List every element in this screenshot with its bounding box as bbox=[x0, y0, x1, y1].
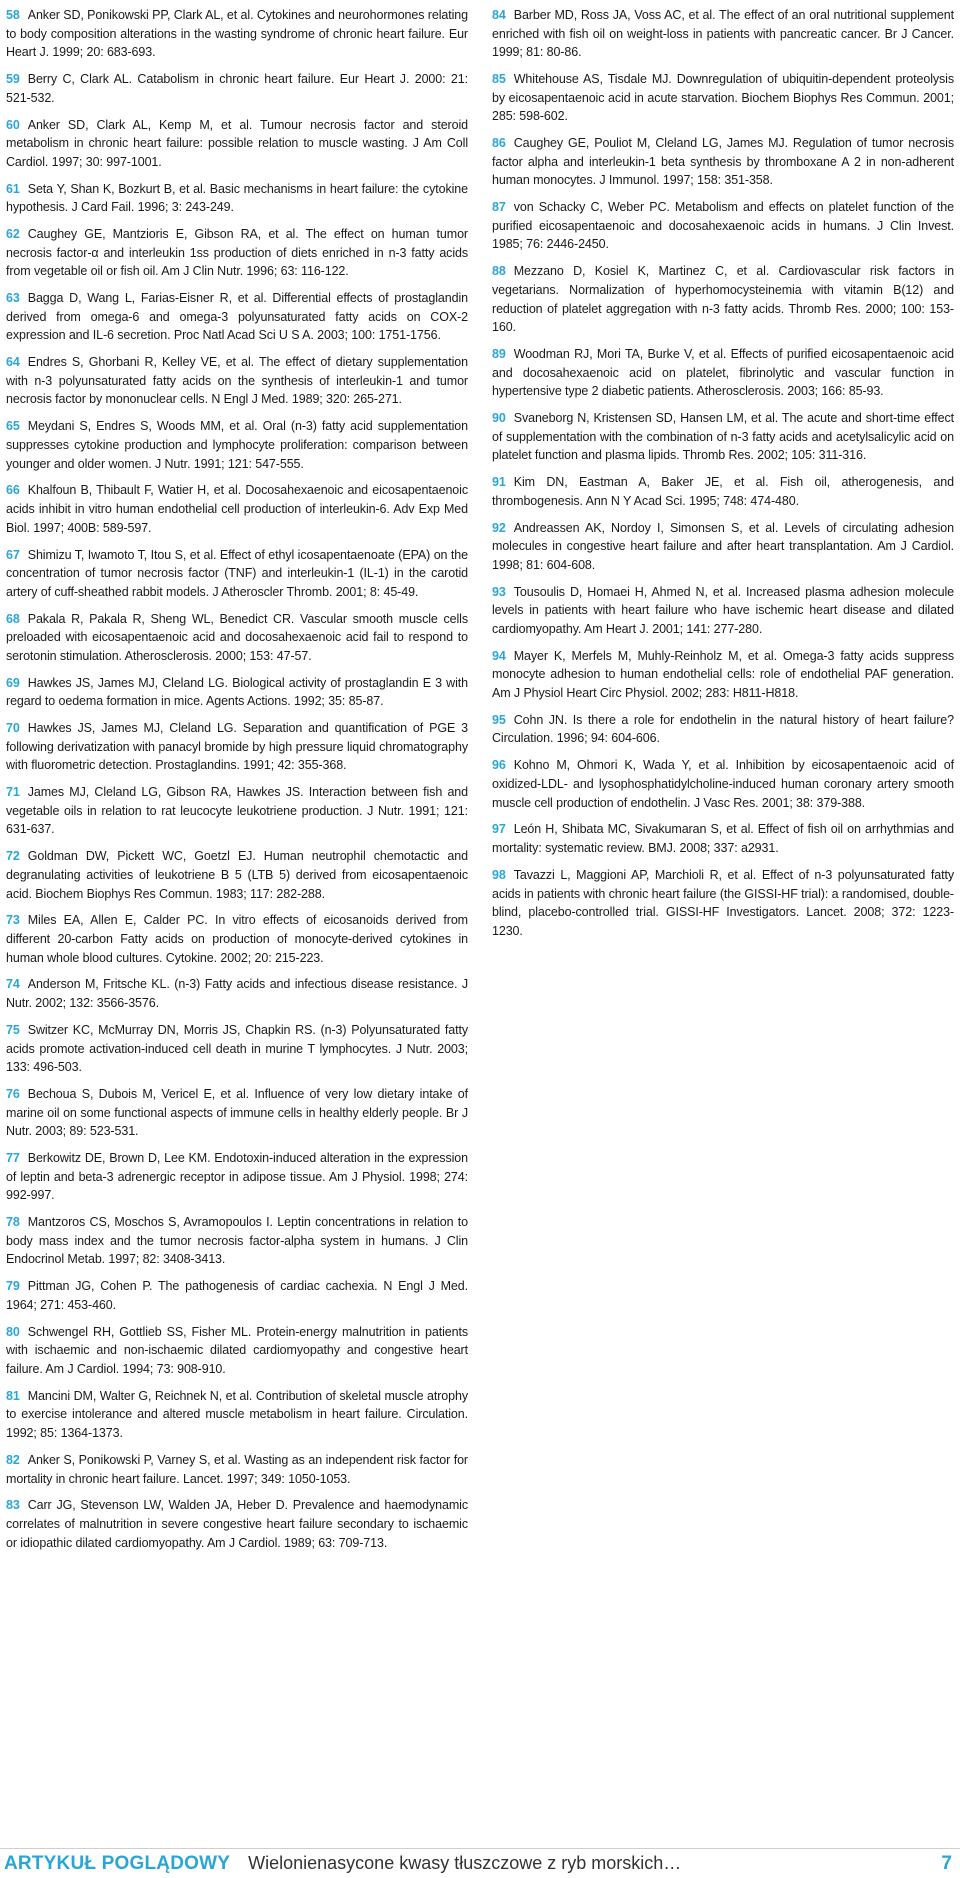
reference-text: Switzer KC, McMurray DN, Morris JS, Chapkin RS. (n-3) Polyunsaturated fatty acids promote activation-induced cell death in murine T lymphocytes. J Nutr. 2003; 133: 496-503. bbox=[6, 1022, 468, 1075]
reference-number: 92 bbox=[492, 520, 506, 535]
reference-number: 59 bbox=[6, 72, 20, 87]
reference-text: Bagga D, Wang L, Farias-Eisner R, et al. Differential effects of prostaglandin derived from omega-6 and omega-3 polyunsaturated fatty acids on COX-2 expression and IL-6 secretion. Proc Natl Acad Sci U S A. 2003; 100: 1751-1756. bbox=[6, 291, 468, 343]
reference-item bbox=[6, 1021, 468, 1077]
reference-item bbox=[6, 225, 468, 281]
reference-item bbox=[492, 711, 954, 748]
reference-text: Miles EA, Allen E, Calder PC. In vitro effects of eicosanoids derived from different 20-carbon Fatty acids on production of monocyte-derived cytokines in human whole blood cultures. Cytokine. 2002; 20: 215-223. bbox=[6, 913, 468, 965]
page-number: 7 bbox=[941, 1852, 952, 1874]
reference-number: 60 bbox=[6, 117, 20, 132]
reference-item bbox=[6, 847, 468, 903]
reference-column-right bbox=[492, 6, 954, 1560]
reference-number: 96 bbox=[492, 758, 506, 773]
reference-number: 93 bbox=[492, 584, 506, 599]
reference-number: 61 bbox=[6, 181, 20, 196]
reference-item bbox=[492, 756, 954, 812]
reference-number: 90 bbox=[492, 411, 506, 426]
reference-item bbox=[6, 6, 468, 62]
reference-text: Mancini DM, Walter G, Reichnek N, et al. Contribution of skeletal muscle atrophy to exercise intolerance and altered muscle metabolism in heart failure. Circulation. 1992; 85: 1364-1373. bbox=[6, 1388, 468, 1441]
reference-text: Khalfoun B, Thibault F, Watier H, et al. Docosahexaenoic and eicosapentaenoic acids inhibit in vitro human endothelial cell production of interleukin-6. Adv Exp Med Biol. 1997; 400B: 589-597. bbox=[6, 483, 468, 535]
reference-item bbox=[6, 353, 468, 409]
reference-item bbox=[492, 262, 954, 336]
reference-text: Tavazzi L, Maggioni AP, Marchioli R, et al. Effect of n-3 polyunsaturated fatty acids in patients with chronic heart failure (the GISSI-HF trial): a randomised, double-blind, placebo-controlled trial. GISSI-HF Investigators. Lancet. 2008; 372: 1223-1230. bbox=[492, 867, 954, 938]
reference-text: Endres S, Ghorbani R, Kelley VE, et al. The effect of dietary supplementation with n-3 polyunsaturated fatty acids on the synthesis of interleukin-1 and tumor necrosis factor by mononuclear cells. N Engl J Med. 1989; 320: 265-271. bbox=[6, 355, 468, 407]
reference-number: 89 bbox=[492, 346, 506, 361]
reference-number: 95 bbox=[492, 712, 506, 727]
reference-item bbox=[6, 481, 468, 537]
reference-text: Anker S, Ponikowski P, Varney S, et al. Wasting as an independent risk factor for mortality in chronic heart failure. Lancet. 1997; 349: 1050-1053. bbox=[6, 1452, 468, 1486]
reference-text: Seta Y, Shan K, Bozkurt B, et al. Basic mechanisms in heart failure: the cytokine hypothesis. J Card Fail. 1996; 3: 243-249. bbox=[6, 181, 468, 215]
reference-number: 63 bbox=[6, 291, 20, 306]
reference-number: 80 bbox=[6, 1324, 20, 1339]
reference-text: Mayer K, Merfels M, Muhly-Reinholz M, et al. Omega-3 fatty acids suppress monocyte adhesion to human endothelial cells: role of endothelial PAF generation. Am J Physiol Heart Circ Physiol. 2002; 283: H811-H818. bbox=[492, 648, 954, 700]
reference-text: Berry C, Clark AL. Catabolism in chronic heart failure. Eur Heart J. 2000: 21: 521-532. bbox=[6, 72, 468, 105]
reference-item bbox=[6, 610, 468, 666]
reference-number: 66 bbox=[6, 483, 20, 498]
reference-item bbox=[6, 1387, 468, 1443]
reference-item bbox=[6, 674, 468, 711]
reference-columns bbox=[6, 6, 954, 1560]
reference-number: 58 bbox=[6, 8, 20, 22]
reference-item bbox=[492, 820, 954, 857]
reference-number: 88 bbox=[492, 264, 506, 279]
reference-number: 71 bbox=[6, 785, 20, 800]
reference-number: 62 bbox=[6, 227, 20, 242]
reference-item bbox=[6, 289, 468, 345]
reference-text: Hawkes JS, James MJ, Cleland LG. Biological activity of prostaglandin E 3 with regard to oedema formation in mice. Agents Actions. 1992; 35: 85-87. bbox=[6, 675, 468, 709]
reference-item bbox=[6, 70, 468, 107]
page-footer bbox=[0, 1848, 960, 1878]
reference-text: Anker SD, Clark AL, Kemp M, et al. Tumour necrosis factor and steroid metabolism in chronic heart failure: possible relation to muscle wasting. J Am Coll Cardiol. 1997; 30: 997-1001. bbox=[6, 117, 468, 169]
reference-text: Cohn JN. Is there a role for endothelin in the natural history of heart failure? Circulation. 1996; 94: 604-606. bbox=[492, 712, 954, 746]
reference-item bbox=[6, 1213, 468, 1269]
reference-item bbox=[492, 134, 954, 190]
reference-text: Kim DN, Eastman A, Baker JE, et al. Fish oil, atherogenesis, and thrombogenesis. Ann N Y Acad Sci. 1995; 748: 474-480. bbox=[492, 475, 954, 508]
footer-section-label: ARTYKUŁ POGLĄDOWY bbox=[4, 1852, 231, 1874]
reference-text: Anderson M, Fritsche KL. (n-3) Fatty acids and infectious disease resistance. J Nutr. 2002; 132: 3566-3576. bbox=[6, 977, 468, 1011]
reference-item bbox=[492, 6, 954, 62]
reference-text: Meydani S, Endres S, Woods MM, et al. Oral (n-3) fatty acid supplementation suppresses cytokine production and lymphocyte proliferation: comparison between younger and older women. J Nutr. 1991; 121: 547-555. bbox=[6, 419, 468, 471]
reference-number: 84 bbox=[492, 8, 506, 22]
reference-column-left bbox=[6, 6, 468, 1560]
reference-number: 81 bbox=[6, 1388, 20, 1403]
reference-number: 68 bbox=[6, 611, 20, 626]
reference-number: 85 bbox=[492, 72, 506, 87]
reference-item bbox=[6, 1323, 468, 1379]
reference-text: Bechoua S, Dubois M, Vericel E, et al. Influence of very low dietary intake of marine oil on some functional aspects of immune cells in healthy elderly people. Br J Nutr. 2003; 89: 523-531. bbox=[6, 1087, 468, 1139]
reference-number: 78 bbox=[6, 1215, 20, 1230]
reference-number: 91 bbox=[492, 475, 506, 490]
reference-number: 74 bbox=[6, 977, 20, 992]
reference-item bbox=[6, 1149, 468, 1205]
reference-text: von Schacky C, Weber PC. Metabolism and effects on platelet function of the purified eicosapentaenoic and docosahexaenoic acids in humans. J Clin Invest. 1985; 76: 2446-2450. bbox=[492, 200, 954, 252]
reference-text: Tousoulis D, Homaei H, Ahmed N, et al. Increased plasma adhesion molecule levels in patients with heart failure who have ischemic heart disease and dilated cardiomyopathy. Am Heart J. 2001; 141: 277-280. bbox=[492, 584, 954, 636]
reference-item bbox=[6, 1496, 468, 1552]
reference-item bbox=[492, 473, 954, 510]
reference-number: 67 bbox=[6, 547, 20, 562]
reference-text: Hawkes JS, James MJ, Cleland LG. Separation and quantification of PGE 3 following derivatization with panacyl bromide by high pressure liquid chromatography with fluorometric detection. Prostaglandins. 1991; 42: 355-368. bbox=[6, 721, 468, 773]
reference-item bbox=[492, 519, 954, 575]
reference-item bbox=[6, 1085, 468, 1141]
reference-item bbox=[6, 719, 468, 775]
reference-item bbox=[6, 180, 468, 217]
reference-text: Whitehouse AS, Tisdale MJ. Downregulation of ubiquitin-dependent proteolysis by eicosapentaenoic acid in acute starvation. Biochem Biophys Res Commun. 2001; 285: 598-602. bbox=[492, 72, 954, 124]
reference-item bbox=[6, 417, 468, 473]
reference-number: 69 bbox=[6, 675, 20, 690]
reference-item bbox=[6, 1451, 468, 1488]
reference-item bbox=[6, 546, 468, 602]
reference-item bbox=[6, 1277, 468, 1314]
reference-item bbox=[6, 783, 468, 839]
reference-text: Kohno M, Ohmori K, Wada Y, et al. Inhibition by eicosapentaenoic acid of oxidized-LDL- and lysophosphatidylcholine-induced human coronary artery smooth muscle cell production of endothelin. J Vasc Res. 2001; 38: 379-388. bbox=[492, 758, 954, 810]
reference-number: 77 bbox=[6, 1151, 20, 1166]
reference-text: León H, Shibata MC, Sivakumaran S, et al. Effect of fish oil on arrhythmias and mortality: systematic review. BMJ. 2008; 337: a2931. bbox=[492, 822, 954, 856]
reference-text: Mantzoros CS, Moschos S, Avramopoulos I. Leptin concentrations in relation to body mass index and the tumor necrosis factor-alpha system in humans. J Clin Endocrinol Metab. 1997; 82: 3408-3413. bbox=[6, 1215, 468, 1267]
reference-text: Mezzano D, Kosiel K, Martinez C, et al. Cardiovascular risk factors in vegetarians. Normalization of hyperhomocysteinemia with vitamin B(12) and reduction of platelet aggregation with n-3 fatty acids. Thromb Res. 2000; 100: 153-160. bbox=[492, 264, 954, 335]
reference-number: 72 bbox=[6, 849, 20, 864]
reference-item bbox=[492, 70, 954, 126]
footer-article-title: Wielonienasycone kwasy tłuszczowe z ryb morskich… bbox=[248, 1853, 682, 1873]
reference-text: Schwengel RH, Gottlieb SS, Fisher ML. Protein-energy malnutrition in patients with ischaemic and non-ischaemic dilated cardiomyopathy and congestive heart failure. Am J Cardiol. 1994; 73: 908-910. bbox=[6, 1324, 468, 1376]
reference-item bbox=[492, 409, 954, 465]
reference-text: Shimizu T, Iwamoto T, Itou S, et al. Effect of ethyl icosapentaenoate (EPA) on the concentration of tumor necrosis factor (TNF) and interleukin-1 (IL-1) in the carotid artery of cuff-sheathed rabbit models. J Atheroscler Thromb. 2001; 8: 45-49. bbox=[6, 547, 468, 599]
reference-number: 76 bbox=[6, 1087, 20, 1102]
reference-text: Carr JG, Stevenson LW, Walden JA, Heber D. Prevalence and haemodynamic correlates of malnutrition in severe congestive heart failure secondary to ischaemic or idiopathic dilated cardiomyopathy. Am J Cardiol. 1989; 63: 709-713. bbox=[6, 1498, 468, 1550]
reference-number: 97 bbox=[492, 822, 506, 837]
reference-text: Woodman RJ, Mori TA, Burke V, et al. Effects of purified eicosapentaenoic acid and docosahexaenoic acid on platelet, fibrinolytic and vascular function in hypertensive type 2 diabetic patients. Atherosclerosis. 2003; 166: 85-93. bbox=[492, 346, 954, 399]
reference-text: Svaneborg N, Kristensen SD, Hansen LM, et al. The acute and short-time effect of supplementation with the combination of n-3 fatty acids and acetylsalicylic acid on platelet function and plasma lipids. Thromb Res. 2002; 105: 311-316. bbox=[492, 411, 954, 463]
reference-item bbox=[492, 647, 954, 703]
reference-item bbox=[6, 116, 468, 172]
reference-number: 65 bbox=[6, 419, 20, 434]
reference-text: Berkowitz DE, Brown D, Lee KM. Endotoxin-induced alteration in the expression of leptin and beta-3 adrenergic receptor in adipose tissue. Am J Physiol. 1998; 274: 992-997. bbox=[6, 1151, 468, 1203]
reference-number: 83 bbox=[6, 1498, 20, 1513]
reference-item bbox=[492, 345, 954, 401]
reference-item bbox=[6, 911, 468, 967]
reference-item bbox=[492, 583, 954, 639]
reference-number: 94 bbox=[492, 648, 506, 663]
reference-text: Pakala R, Pakala R, Sheng WL, Benedict CR. Vascular smooth muscle cells preloaded with eicosapentaenoic acid and docosahexaenoic acid fail to respond to serotonin stimulation. Atherosclerosis. 2000; 153: 47-57. bbox=[6, 611, 468, 663]
reference-item bbox=[492, 866, 954, 940]
reference-item bbox=[492, 198, 954, 254]
reference-text: Anker SD, Ponikowski PP, Clark AL, et al. Cytokines and neurohormones relating to body composition alterations in the wasting syndrome of chronic heart failure. Eur Heart J. 1999; 20: 683-693. bbox=[6, 8, 468, 60]
reference-text: Caughey GE, Mantzioris E, Gibson RA, et al. The effect on human tumor necrosis factor-α and interleukin 1ss production of diets enriched in n-3 fatty acids from vegetable oil or fish oil. Am J Clin Nutr. 1996; 63: 116-122. bbox=[6, 227, 468, 279]
reference-number: 98 bbox=[492, 867, 506, 882]
reference-number: 87 bbox=[492, 200, 506, 215]
reference-number: 73 bbox=[6, 913, 20, 928]
reference-text: Pittman JG, Cohen P. The pathogenesis of cardiac cachexia. N Engl J Med. 1964; 271: 453-460. bbox=[6, 1279, 468, 1312]
reference-text: Goldman DW, Pickett WC, Goetzl EJ. Human neutrophil chemotactic and degranulating activities of leukotriene B 5 (LTB 5) derived from eicosapentaenoic acid. Biochem Biophys Res Commun. 1983; 117: 282-288. bbox=[6, 849, 468, 901]
reference-number: 82 bbox=[6, 1452, 20, 1467]
reference-text: James MJ, Cleland LG, Gibson RA, Hawkes JS. Interaction between fish and vegetable oils in relation to rat leucocyte leukotriene production. J Nutr. 1991; 121: 631-637. bbox=[6, 785, 468, 837]
reference-number: 70 bbox=[6, 721, 20, 736]
reference-number: 86 bbox=[492, 136, 506, 151]
reference-number: 75 bbox=[6, 1022, 20, 1037]
reference-text: Andreassen AK, Nordoy I, Simonsen S, et al. Levels of circulating adhesion molecules in congestive heart failure and after heart transplantation. Am J Cardiol. 1998; 81: 604-608. bbox=[492, 520, 954, 572]
reference-item bbox=[6, 975, 468, 1012]
reference-number: 79 bbox=[6, 1279, 20, 1294]
reference-text: Caughey GE, Pouliot M, Cleland LG, James MJ. Regulation of tumor necrosis factor alpha and interleukin-1 beta synthesis by thromboxane A 2 in non-adherent human monocytes. J Immunol. 1997; 158: 351-358. bbox=[492, 136, 954, 188]
reference-number: 64 bbox=[6, 355, 20, 370]
reference-text: Barber MD, Ross JA, Voss AC, et al. The effect of an oral nutritional supplement enriched with fish oil on weight-loss in patients with pancreatic cancer. Br J Cancer. 1999; 81: 80-86. bbox=[492, 8, 954, 60]
